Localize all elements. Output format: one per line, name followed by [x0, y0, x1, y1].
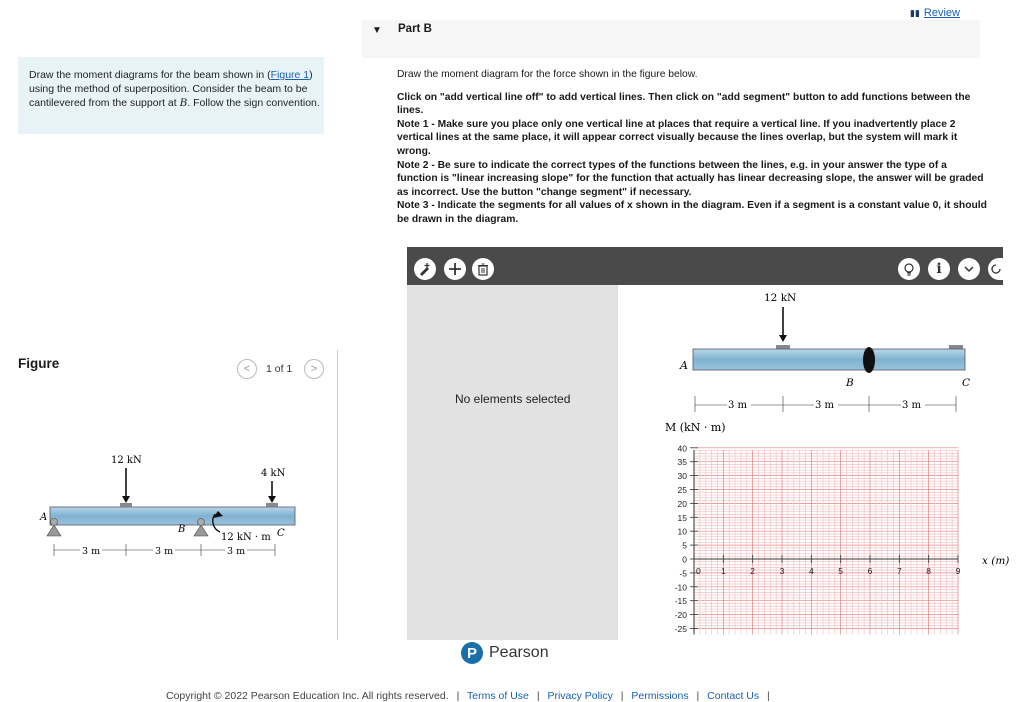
panel-divider — [337, 350, 338, 640]
y-tick-label: -5 — [679, 568, 687, 579]
tool-beam — [693, 349, 965, 370]
info-button[interactable] — [928, 258, 950, 280]
tool-label-c: C — [962, 377, 971, 389]
instructions-note1: Note 1 - Make sure you place only one vertical line at places that require a vertical line. If you inadvertently place 2 vertical lines at the same place, it will appear correct visually because the lines overlap, but the system will mark it wrong. — [397, 118, 958, 157]
info-icon: i — [936, 261, 942, 277]
contact-link[interactable]: Contact Us — [707, 690, 760, 702]
x-tick-label: 6 — [867, 566, 873, 576]
y-tick-label: 25 — [677, 485, 687, 495]
pencil-plus-icon — [418, 262, 432, 276]
tool-label-a: A — [680, 359, 688, 372]
figure-link[interactable]: Figure 1 — [270, 69, 310, 81]
problem-statement — [18, 57, 324, 134]
y-tick-label: -15 — [674, 596, 687, 607]
beam — [50, 507, 295, 525]
y-axis-label: M (kN · m) — [665, 421, 726, 434]
tool-force-arrowhead — [779, 335, 787, 342]
pin-b — [198, 519, 205, 526]
tool-hinge-b — [863, 347, 875, 373]
force-arrowhead — [122, 496, 130, 503]
tool-dimension-label: 3 m — [815, 400, 835, 411]
support-label: B — [179, 97, 188, 109]
chevron-down-icon — [964, 265, 974, 273]
tool-dimension-label: 3 m — [902, 400, 922, 411]
no-selection-text: No elements selected — [455, 392, 571, 406]
y-tick-label: -10 — [674, 582, 687, 593]
pearson-name: Pearson — [489, 644, 549, 661]
moment-chart[interactable] — [660, 415, 1010, 640]
properties-panel — [407, 285, 617, 640]
chart-grid — [694, 448, 958, 635]
problem-text-2: ) using the method of superposition. Consider the beam to be cantilevered from the support at — [29, 69, 313, 109]
label-b: B — [178, 524, 186, 535]
x-tick-label: 0 — [696, 566, 701, 576]
x-tick-label: 8 — [926, 566, 932, 576]
prev-figure-button[interactable] — [237, 359, 257, 379]
review-icon: ▮▮ — [910, 8, 920, 18]
permissions-link[interactable]: Permissions — [631, 690, 689, 702]
x-axis-label: x (m) — [982, 555, 1010, 567]
part-b-header[interactable] — [362, 20, 980, 58]
plus-icon — [449, 263, 461, 275]
tool-force-label: 12 kN — [764, 292, 797, 304]
tool-load-plate — [776, 345, 790, 349]
figure-counter: 1 of 1 — [266, 363, 293, 375]
y-tick-label: 10 — [677, 526, 687, 537]
figure-heading: Figure — [18, 356, 60, 371]
more-options-button[interactable] — [958, 258, 980, 280]
chevron-right-icon: > — [310, 363, 318, 375]
problem-text: Draw the moment diagrams for the beam shown in ( — [29, 69, 271, 81]
label-a: A — [40, 512, 48, 523]
chevron-left-icon: < — [243, 363, 251, 375]
x-tick-label: 2 — [750, 566, 756, 576]
hint-button[interactable] — [898, 258, 920, 280]
force-label-4kn: 4 kN — [261, 468, 286, 479]
y-tick-label: 20 — [677, 498, 687, 509]
problem-text-3: . Follow the sign convention. — [187, 97, 320, 109]
instructions — [397, 68, 987, 227]
instructions-lead: Draw the moment diagram for the force shown in the figure below. — [397, 69, 698, 80]
next-figure-button[interactable] — [304, 359, 324, 379]
x-tick-label: 9 — [955, 566, 961, 576]
y-tick-label: 40 — [677, 443, 687, 454]
x-tick-label: 3 — [779, 566, 785, 576]
force-label-12kn: 12 kN — [111, 455, 142, 466]
instructions-note2: Note 2 - Be sure to indicate the correct types of the functions between the lines, e.g. in your answer the type of a function is "linear increasing slope" for the function that actually has linear decreasing slope, the answer will be graded as incorrect. Use the button "change segment" if necessary. — [397, 159, 984, 198]
x-tick-label: 1 — [720, 566, 726, 576]
y-tick-label: -20 — [674, 610, 687, 621]
privacy-link[interactable]: Privacy Policy — [547, 690, 613, 702]
label-c: C — [277, 528, 285, 539]
pin-support-b — [194, 525, 208, 536]
load-plate-2 — [266, 503, 278, 507]
y-tick-label: 15 — [677, 512, 687, 523]
force-arrowhead-2 — [268, 496, 276, 503]
y-tick-label: 35 — [677, 457, 687, 468]
y-tick-label: -25 — [674, 624, 687, 634]
x-tick-label: 5 — [838, 566, 844, 576]
x-tick-label: 7 — [896, 566, 902, 576]
instructions-click: Click on "add vertical line off" to add vertical lines. Then click on "add segment" button to add functions between the lines. — [397, 91, 971, 117]
y-tick-label: 0 — [682, 554, 687, 565]
beam-figure — [35, 448, 305, 573]
instructions-note3: Note 3 - Indicate the segments for all values of x shown in the diagram. Even if a segment is a constant value 0, it should be drawn in the diagram. — [397, 200, 987, 225]
pin-support-a — [47, 525, 61, 536]
tool-beam-figure — [660, 285, 990, 425]
dimension-label: 3 m — [227, 546, 246, 557]
add-vertical-line-button[interactable] — [414, 258, 436, 280]
collapse-caret-icon[interactable]: ▼ — [372, 25, 382, 36]
part-b-title: Part B — [398, 23, 432, 35]
footer: Copyright © 2022 Pearson Education Inc. All rights reserved. | Terms of Use | Privacy Policy | Permissions | Contact Us | — [166, 690, 770, 702]
lightbulb-icon — [902, 262, 916, 276]
pearson-logo: P — [461, 642, 483, 664]
review-label: Review — [923, 7, 960, 19]
dimension-label: 3 m — [82, 546, 101, 557]
reset-icon — [990, 263, 1002, 275]
tool-end-plate — [949, 345, 963, 349]
add-segment-button[interactable] — [444, 258, 466, 280]
terms-link[interactable]: Terms of Use — [467, 690, 529, 702]
load-plate — [120, 503, 132, 507]
tool-dimension-label: 3 m — [728, 400, 748, 411]
y-tick-label: 5 — [682, 540, 687, 551]
pearson-brand — [461, 642, 549, 664]
tool-label-b: B — [846, 377, 854, 389]
review-link[interactable] — [910, 7, 960, 19]
trash-icon — [477, 263, 489, 276]
pin-a — [51, 519, 58, 526]
delete-button[interactable] — [472, 258, 494, 280]
copyright: Copyright © 2022 Pearson Education Inc. All rights reserved. — [166, 690, 449, 702]
moment-label: 12 kN · m — [221, 532, 271, 543]
x-tick-label: 4 — [808, 566, 814, 576]
reset-button[interactable] — [988, 258, 1003, 280]
dimension-label: 3 m — [155, 546, 174, 557]
y-tick-label: 30 — [677, 471, 687, 482]
